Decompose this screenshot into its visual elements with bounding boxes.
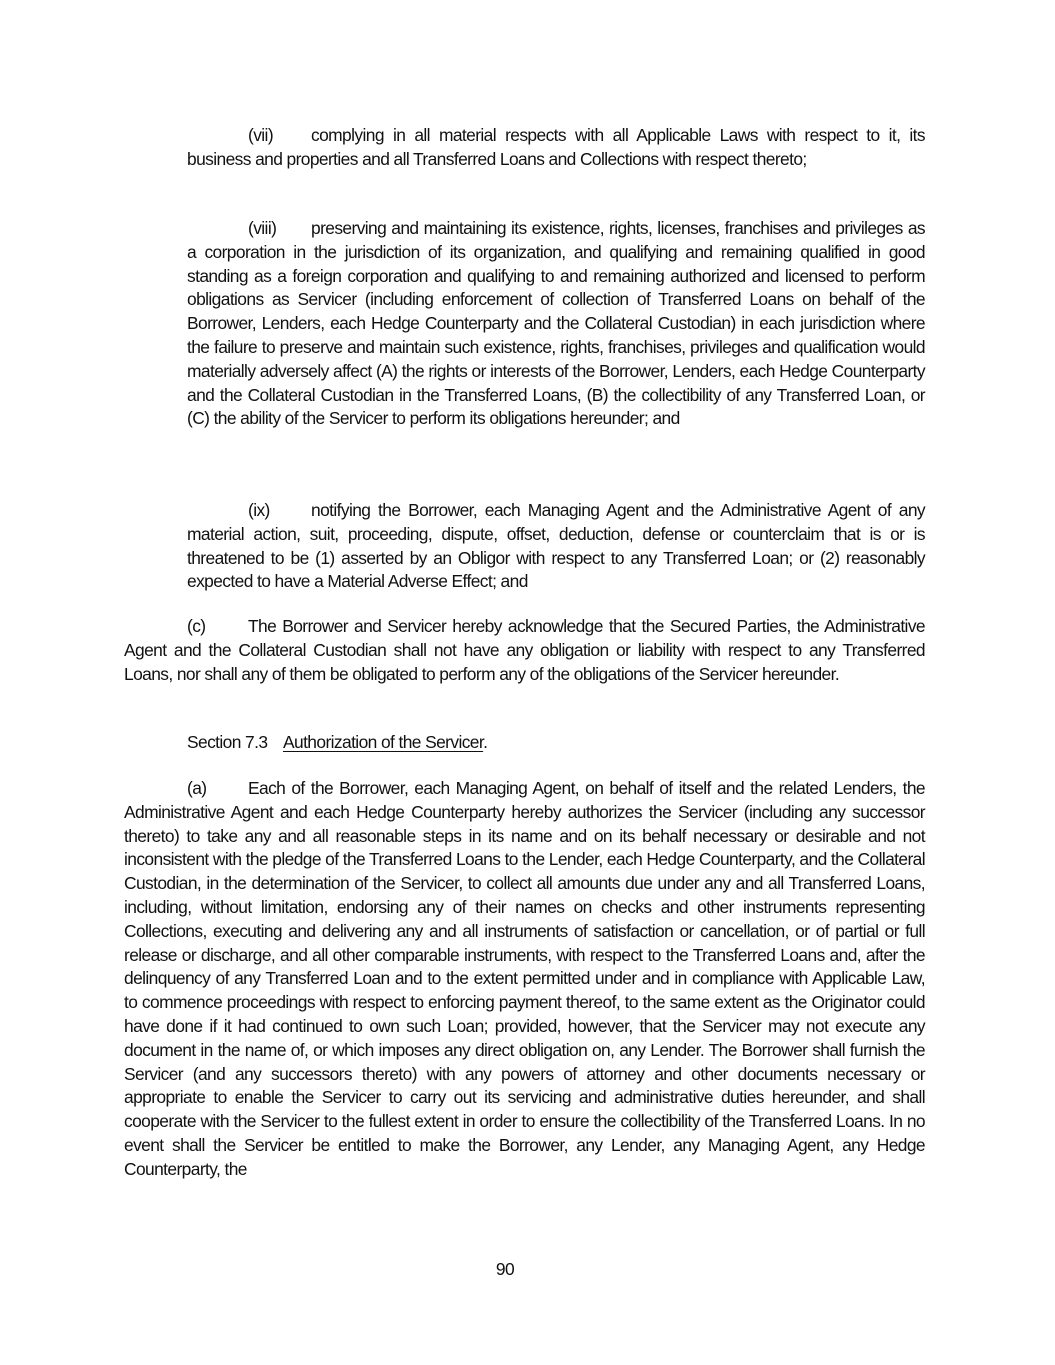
paragraph-label: (a) [187,778,207,798]
paragraph-c [124,615,925,686]
paragraph-label: (vii) [248,125,274,145]
paragraph-text: Each of the Borrower, each Managing Agent, on behalf of itself and the related Lenders, the Administrative Agent and each Hedge Counterparty hereby authorizes the Servicer (including any successor thereto) to take any and all reasonable steps in its name and on its behalf necessary or desirable and not inconsistent with the pledge of the Transferred Loans to the Lender, each Hedge Counterparty, and the Collateral Custodian, in the determination of the Servicer, to collect all amounts due under any and all Transferred Loans, including, without limitation, endorsing any of their names on checks and other instruments representing Collections, executing and delivering any and all instruments of satisfaction or cancellation, or of partial or full release or discharge, and all other comparable instruments, with respect to the Transferred Loans and, after the delinquency of any Transferred Loan and to the extent permitted under and in compliance with Applicable Law, to commence proceedings with respect to enforcing payment thereof, to the same extent as the Originator could have done if it had continued to own such Loan; provided, however, that the Servicer may not execute any document in the name of, or which imposes any direct obligation on, any Lender. The Borrower shall furnish the Servicer (and any successors thereto) with any powers of attorney and other documents necessary or appropriate to enable the Servicer to carry out its servicing and administrative duties hereunder, and shall cooperate with the Servicer to the fullest extent in order to ensure the collectibility of the Transferred Loans. In no event shall the Servicer be entitled to make the Borrower, any Lender, any Managing Agent, any Hedge Counterparty, the [124,778,925,1179]
paragraph-label: (viii) [248,218,277,238]
paragraph-a [124,777,925,1182]
paragraph-vii [187,124,925,172]
section-title-period: . [483,732,488,752]
paragraph-ix [187,499,925,594]
paragraph-text: preserving and maintaining its existence, rights, licenses, franchises and privileges as a corporation in the jurisdiction of its organization, and qualifying and remaining qualified in good standing as a foreign corporation and qualifying to and remaining authorized and licensed to perform obligations as Servicer (including enforcement of collection of Transferred Loans on behalf of the Borrower, Lenders, each Hedge Counterparty and the Collateral Custodian) in each jurisdiction where the failure to preserve and maintain such existence, rights, franchises, privileges and qualification would materially adversely affect (A) the rights or interests of the Borrower, Lenders, each Hedge Counterparty and the Collateral Custodian in the Transferred Loans, (B) the collectibility of any Transferred Loan, or (C) the ability of the Servicer to perform its obligations hereunder; and [187,218,925,429]
section-title: Authorization of the Servicer [283,732,484,752]
section-number: Section 7.3 [187,732,268,752]
paragraph-label: (c) [187,616,206,636]
page-number: 90 [495,1259,515,1279]
section-heading [187,731,487,755]
paragraph-viii [187,217,925,431]
paragraph-text: The Borrower and Servicer hereby acknowledge that the Secured Parties, the Administrative Agent and the Collateral Custodian shall not have any obligation or liability with respect to any Transferred Loans, nor shall any of them be obligated to perform any of the obligations of the Servicer hereunder. [124,616,925,684]
paragraph-text: notifying the Borrower, each Managing Agent and the Administrative Agent of any material action, suit, proceeding, dispute, offset, deduction, defense or counterclaim that is or is threatened to be (1) asserted by an Obligor with respect to any Transferred Loan; or (2) reasonably expected to have a Material Adverse Effect; and [187,500,925,592]
paragraph-label: (ix) [248,500,270,520]
paragraph-text: complying in all material respects with all Applicable Laws with respect to it, its business and properties and all Transferred Loans and Collections with respect thereto; [187,125,925,169]
